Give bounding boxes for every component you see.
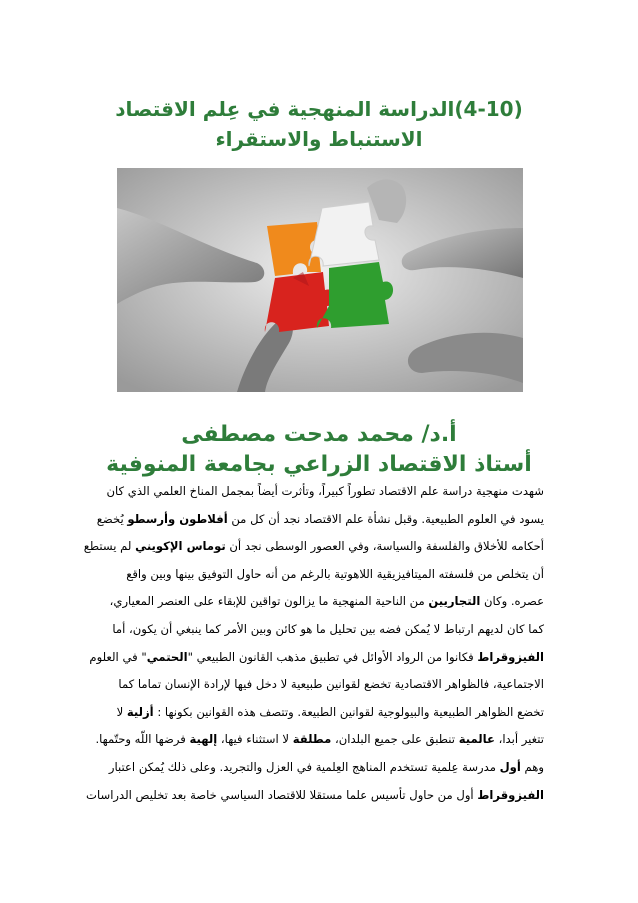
term-deterministic: الحتمي — [146, 649, 188, 664]
author-block — [60, 420, 578, 480]
term-absolute: مطلقة — [292, 732, 332, 747]
term-first: أول — [499, 759, 521, 774]
puzzle-hands-icon — [117, 168, 523, 392]
body-line-7: الفيزوقراط فكانوا من الرواد الأوائل في تطبيق مذهب القانون الطبيعي "الحتمي" في العلوم — [89, 649, 544, 664]
term-physiocrats-2: الفيزوقراط — [477, 787, 544, 802]
term-eternal: أزلية — [126, 704, 154, 719]
body-line-1: شهدت منهجية دراسة علم الاقتصاد تطوراً كبيراً، وتأثرت أيضاً بمجمل المناخ العلمي الذي كان — [106, 484, 544, 498]
term-universal: عالمية — [458, 732, 495, 747]
body-line-12: الفيزوقراط أول من حاول تأسيس علما مستقلا للاقتصاد السياسي خاصة بعد تخليص الدراسات — [86, 787, 544, 802]
body-line-2: يسود في العلوم الطبيعية. وقبل نشأة علم الاقتصاد نجد أن كل من أفلاطون وأرسطو يُخضع — [96, 511, 544, 526]
body-line-4: أن يتخلص من فلسفته الميتافيزيقية اللاهوتية بالرغم من أنه حاول التوفيق بينها وبين واقع — [126, 566, 544, 581]
term-mercantilists: التجاريين — [428, 594, 481, 609]
body-line-8: الاجتماعية، فالظواهر الاقتصادية تخضع لقوانين طبيعية لا دخل فيها لإرادة الإنسان تماما كما — [118, 677, 544, 692]
author-name: أ.د/ محمد مدحت مصطفى — [181, 422, 457, 447]
document-title — [60, 94, 578, 154]
term-divine: إلهية — [189, 732, 218, 747]
body-line-5: عصره. وكان التجاريين من الناحية المنهجية ما يزالون تواقين للإبقاء على العنصر المعياري، — [109, 594, 544, 609]
title-line-1: (4-10)الدراسة المنهجية في عِلم الاقتصاد — [115, 97, 523, 121]
article-body — [83, 478, 544, 809]
body-line-11: وهم أول مدرسة عِلمية تستخدم المناهج العِلمية في العزل والتجريد. وعلى ذلك يُمكن اعتبار — [108, 759, 544, 774]
body-line-9: تخضع الظواهر الطبيعية والبيولوجية لقوانين الطبيعة. وتتصف هذه القوانين بكونها : أزلية لا — [116, 704, 544, 719]
title-line-2: الاستنباط والاستقراء — [215, 127, 423, 151]
author-position: أستاذ الاقتصاد الزراعي بجامعة المنوفية — [106, 452, 532, 477]
term-physiocrats: الفيزوقراط — [477, 649, 544, 664]
name-aquinas: توماس الإكويني — [135, 539, 226, 554]
body-line-10: تتغير أبدا، عالمية تنطبق على جميع البلدان، مطلقة لا استثناء فيها، إلهية فرضها اللّه وحتّمها. — [95, 732, 544, 747]
puzzle-hands-photo — [117, 168, 523, 392]
body-line-3: أحكامه للأخلاق والفلسفة والسياسة، وفي العصور الوسطى نجد أن توماس الإكويني لم يستطع — [83, 539, 544, 554]
name-plato-aristotle: أفلاطون وأرسطو — [127, 511, 228, 526]
body-line-6: كما كان لديهم ارتباط لا يُمكن فضه بين تحليل ما هو كائن وبين الأمر كما ينبغي أن يكون، أما — [112, 621, 544, 636]
